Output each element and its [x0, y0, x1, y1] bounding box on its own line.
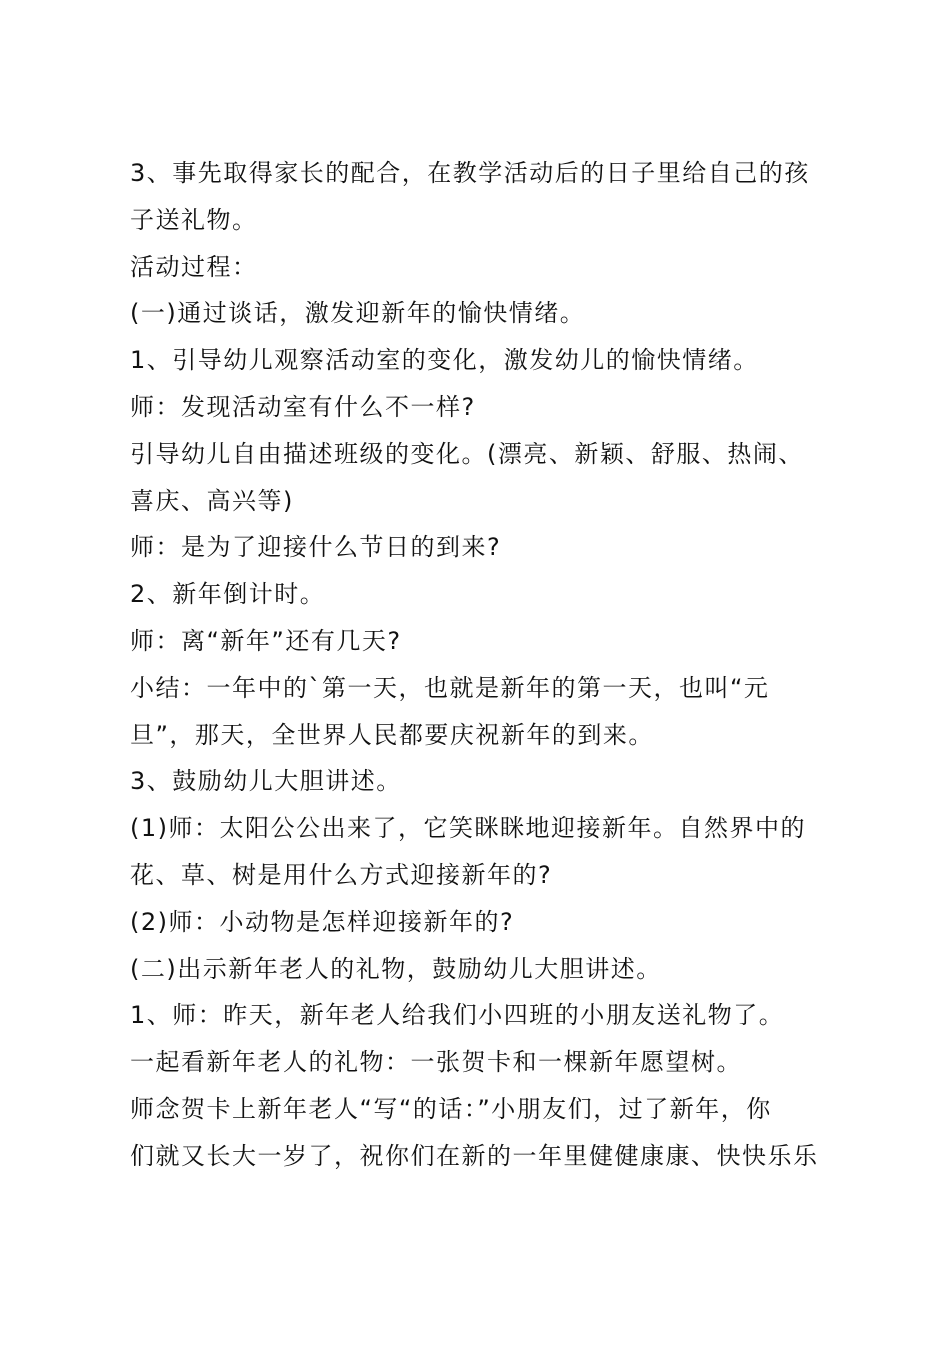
text-line: 旦”，那天，全世界人民都要庆祝新年的到来。 — [130, 720, 654, 749]
text-line: 3、鼓励幼儿大胆讲述。 — [130, 767, 402, 796]
text-line: 子送礼物。 — [130, 205, 258, 234]
text-line: 2、新年倒计时。 — [130, 580, 326, 609]
text-line: 师：离“新年”还有几天? — [130, 626, 402, 655]
text-line: 1、师：昨天，新年老人给我们小四班的小朋友送礼物了。 — [130, 1001, 785, 1030]
text-line: 们就又长大一岁了，祝你们在新的一年里健健康康、快快乐乐 — [130, 1141, 819, 1170]
section-heading: (二)出示新年老人的礼物，鼓励幼儿大胆讲述。 — [130, 954, 662, 983]
text-line: 小结：一年中的`第一天，也就是新年的第一天，也叫“元 — [130, 673, 770, 702]
document-body — [130, 150, 830, 1180]
section-heading: (一)通过谈话，激发迎新年的愉快情绪。 — [130, 299, 586, 328]
text-line: 喜庆、高兴等) — [130, 486, 294, 515]
text-line: (1)师：太阳公公出来了，它笑眯眯地迎接新年。自然界中的 — [130, 814, 806, 843]
text-line: 一起看新年老人的礼物：一张贺卡和一棵新年愿望树。 — [130, 1048, 742, 1077]
text-line: 师：是为了迎接什么节日的到来? — [130, 533, 502, 562]
text-line: 师念贺卡上新年老人“写“的话：”小朋友们，过了新年，你 — [130, 1094, 772, 1123]
text-line: (2)师：小动物是怎样迎接新年的? — [130, 907, 515, 936]
text-line: 花、草、树是用什么方式迎接新年的? — [130, 860, 553, 889]
text-line: 师：发现活动室有什么不一样? — [130, 392, 476, 421]
section-heading: 活动过程： — [130, 252, 258, 281]
text-line: 3、事先取得家长的配合，在教学活动后的日子里给自己的孩 — [130, 159, 810, 187]
text-line: 引导幼儿自由描述班级的变化。(漂亮、新颖、舒服、热闹、 — [130, 439, 804, 468]
text-line: 1、引导幼儿观察活动室的变化，激发幼儿的愉快情绪。 — [130, 346, 759, 375]
